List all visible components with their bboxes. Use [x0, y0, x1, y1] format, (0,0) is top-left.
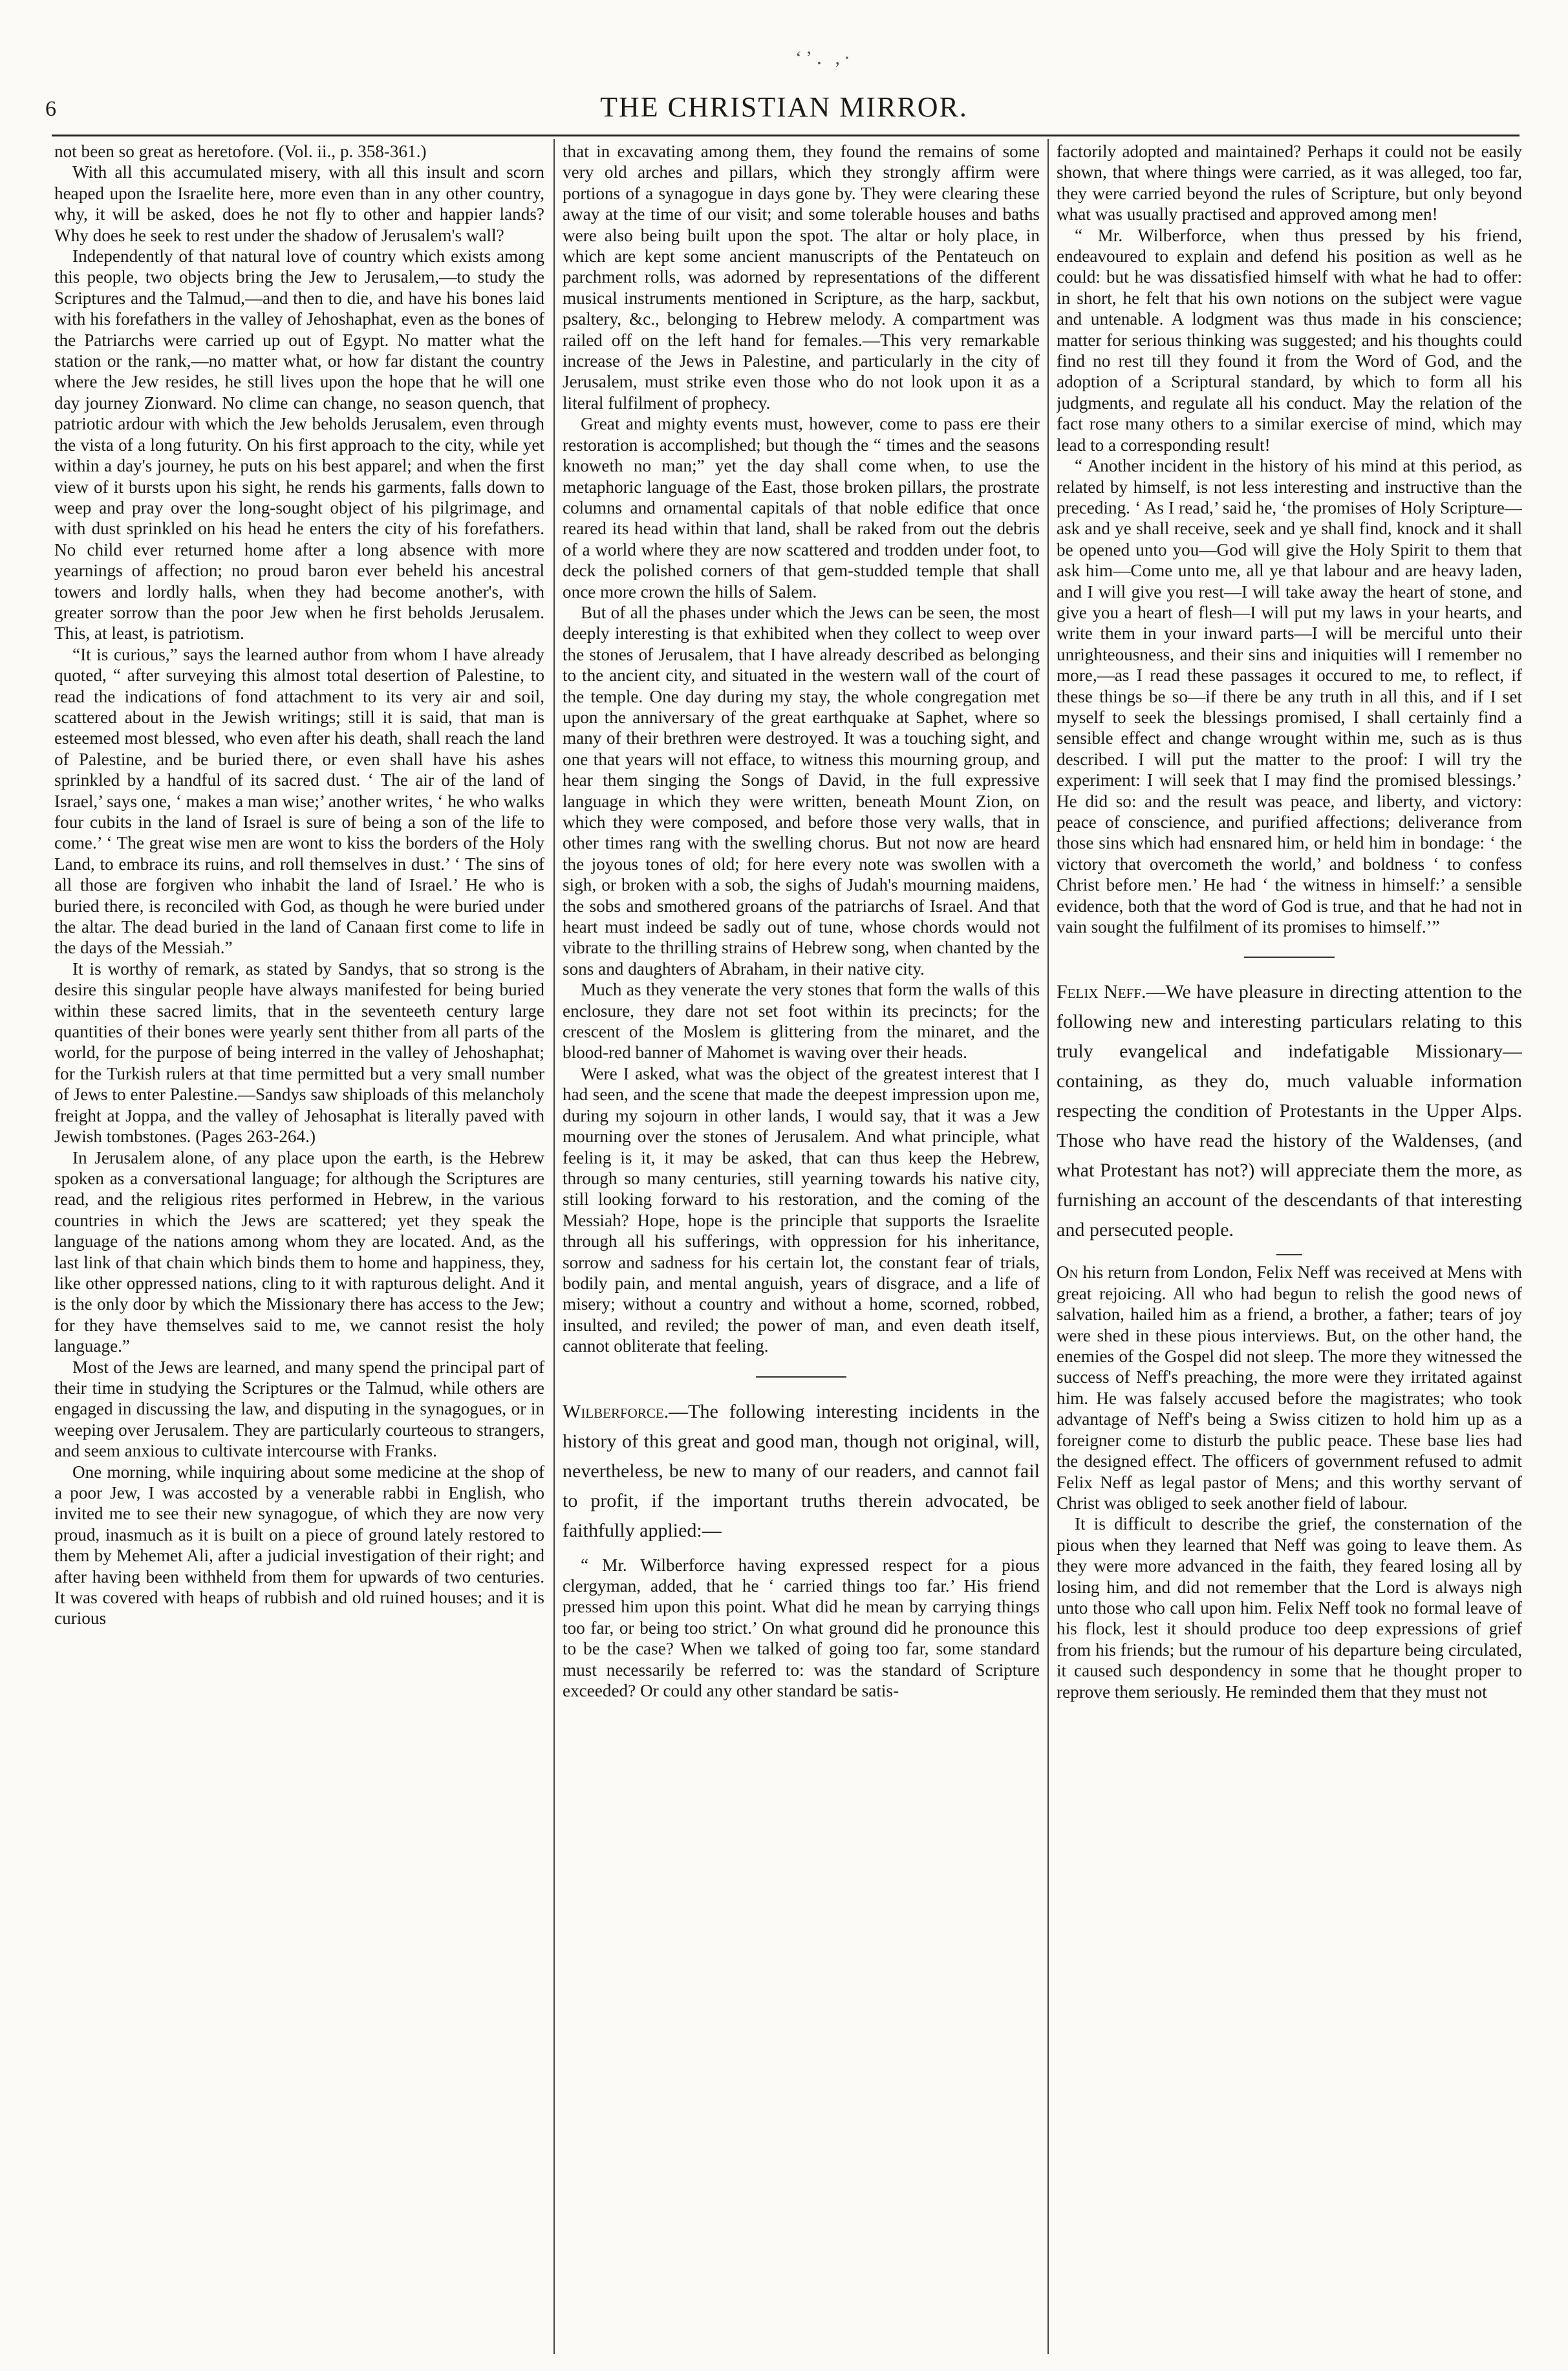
wilberforce-intro-text: —The following interesting incidents in the history of this great and good man, though not original, will, nevertheless, be new to many of our readers, and cannot fail to profit, if the important truths therein advocated, be faithfully applied:—	[563, 1400, 1040, 1541]
paragraph: “ Mr. Wilberforce having expressed respect for a pious clergyman, added, that he ‘ carried things too far.’ His friend pressed him upon this point. What did he mean by carrying things too far, or being too strict.’ On what ground did he pronounce this to be the case? When we talked of going too far, some standard must necessarily be referred to: was the standard of Scripture exceeded? Or could any other standard be satis-	[563, 1555, 1040, 1700]
paragraph: Most of the Jews are learned, and many spend the principal part of their time in studying the Scriptures or the Talmud, while others are engaged in discussing the law, and disputing in the synagogues, or in weeping over Jerusalem. They are particularly courteous to strangers, and seem anxious to cultivate intercourse with Franks.	[54, 1357, 544, 1461]
paragraph: But of all the phases under which the Jews can be seen, the most deeply interesting is that exhibited when they collect to weep over the stones of Jerusalem, that I have already described as belonging to the ancient city, and situated in the western wall of the court of the temple. One day during my stay, the whole congregation met upon the anniversary of the great earthquake at Saphet, where so many of their brethren were destroyed. It was a touching sight, and one that years will not efface, to witness this mourning group, and hear them singing the Songs of David, in the full expressive language in which they were written, beneath Mount Zion, on which they were composed, and before those very walls, that in other times rang with the swelling chorus. But not now are heard the joyous tones of old; for here every note was swollen with a sigh, or broken with a sob, the sighs of Judah's mourning maidens, the sobs and smothered groans of the patriarchs of Israel. And that heart must indeed be sadly out of tune, whose chords would not vibrate to the thrilling strains of Hebrew song, when chanted by the sons and daughters of Abraham, in their native city.	[563, 602, 1040, 979]
paragraph: One morning, while inquiring about some medicine at the shop of a poor Jew, I was accosted by a venerable rabbi in English, who invited me to see their new synagogue, of which they are now very proud, inasmuch as it is built on a piece of ground lately restored to them by Mehemet Ali, after a judicial investigation of their right; and after having been withheld from them for upwards of two centuries. It was covered with heaps of rubbish and old ruined houses; and it is curious	[54, 1462, 544, 1629]
masthead-rule	[52, 135, 1520, 136]
paragraph	[1057, 1262, 1522, 1513]
paragraph: not been so great as heretofore. (Vol. ii., p. 358-361.)	[54, 142, 427, 161]
section-separator	[1244, 957, 1335, 958]
paragraph: Much as they venerate the very stones that form the walls of this enclosure, they dare not set foot within its precincts; for the crescent of the Moslem is glittering from the minaret, and the blood-red banner of Mahomet is waving over their heads.	[563, 980, 1040, 1063]
wilberforce-intro	[563, 1397, 1040, 1546]
neff-intro-text: —We have pleasure in directing attention to the following new and interesting particulars relating to this truly evangelical and indefatigable Missionary—containing, as they do, much valuable information respecting the condition of Protestants in the Upper Alps. Those who have read the history of the Waldenses, (and what Protestant has not?) will appreciate them the more, as furnishing an account of the descendants of that interesting and persecuted people.	[1057, 981, 1522, 1241]
masthead-title: THE CHRISTIAN MIRROR.	[600, 91, 968, 123]
column-divider-2	[1047, 139, 1049, 2354]
library-mark: ‘’․ ,·	[795, 47, 854, 69]
paragraph: Were I asked, what was the object of the greatest interest that I had seen, and the scene that made the deepest impression upon me, during my sojourn in other lands, I would say, that it was a Jew mourning over the stones of Jerusalem. And what principle, what feeling is it, it may be asked, that can thus keep the Hebrew, through so many centuries, still yearning towards his native city, still looking forward to his restoration, and the coming of the Messiah? Hope, hope is the principle that supports the Israelite through all his sufferings, with oppression for his inheritance, sorrow and sadness for his certain lot, the constant fear of trials, bodily pain, and mental anguish, years of disgrace, and a life of misery; without a country and without a home, scorned, robbed, insulted, and reviled; the power of man, and even death itself, cannot obliterate that feeling.	[563, 1063, 1040, 1356]
paragraph: With all this accumulated misery, with all this insult and scorn heaped upon the Israelite here, more even than in any other country, why, it will be asked, does he not fly to other and happier lands? Why does he seek to rest under the shadow of Jerusalem's wall?	[54, 162, 544, 245]
neff-heading: Felix Neff.	[1057, 981, 1146, 1003]
paragraph: Independently of that natural love of country which exists among this people, two objects bring the Jew to Jerusalem,—to study the Scriptures and the Talmud,—and then to die, and have his bones laid with his forefathers in the valley of Jehoshaphat, even as the bones of the Patriarchs were carried up out of Egypt. No matter what the station or the rank,—no matter what, or how far distant the country where the Jew resides, he still lives upon the hope that he will one day journey Zionward. No clime can change, no season quench, that patriotic ardour with which the Jew beholds Jerusalem, even through the vista of a long futurity. On his first approach to the city, while yet within a day's journey, he puts on his best apparel; and when the first view of it bursts upon his sight, he rends his garments, falls down to weep and pray over the long-sought object of his pilgrimage, and with dust sprinkled on his head he enters the city of his forefathers. No child ever returned home after a long absence with more yearnings of affection; no proud baron ever beheld his ancestral towers and lordly halls, when they had become another's, with greater sorrow than the poor Jew when he first beholds Jerusalem. This, at least, is patriotism.	[54, 246, 544, 644]
paragraph: In Jerusalem alone, of any place upon the earth, is the Hebrew spoken as a conversational language; for although the Scriptures are read, and the religious rites performed in Hebrew, in the various countries in which the Jews are scattered; yet they speak the language of the nations among whom they are located. And, as the last link of that chain which binds them to home and happiness, they, like other oppressed nations, cling to it with rapturous delight. And it is the only door by which the Missionary there has access to the Jew; for they have themselves said to me, we cannot resist the holy language.”	[54, 1147, 544, 1356]
paragraph: “ Mr. Wilberforce, when thus pressed by his friend, endeavoured to explain and defend his position as well as he could: but he was dissatisfied himself with what he had to offer: in short, he felt that his own notions on the subject were vague and untenable. A lodgment was thus made in his conscience; matter for serious thinking was suggested; and his thoughts could find no rest till they found it from the Word of God, and the adoption of a Scriptural standard, by which to form all his judgments, and regulate all his conduct. May the relation of the fact rose many others to a similar exercise of mind, which may lead to a corresponding result!	[1057, 225, 1522, 455]
column-2	[563, 141, 1040, 2353]
paragraph: “ Another incident in the history of his mind at this period, as related by himself, is not less interesting and instructive than the preceding. ‘ As I read,’ said he, ‘the promises of Holy Scripture—ask and ye shall receive, seek and ye shall find, knock and it shall be opened unto you—God will give the Holy Spirit to them that ask him—Come unto me, all ye that labour and are heavy laden, and I will give you rest—I will take away the heart of stone, and give you a heart of flesh—I will put my laws in your hearts, and write them in your inward parts—I will be merciful unto their unrighteousness, and their sins and iniquities will I remember no more,—as I read these passages it occured to me, to reflect, if these things be so—if there be any truth in all this, and if I set myself to seek the blessings promised, I shall certainly find a sensible effect and change wrought within me, such as is thus described. I will put the matter to the proof: I will try the experiment: I will seek that I may find the promised blessings.’ He did so: and the result was peace, and liberty, and victory: peace of conscience, and purified affections; deliverance from those sins which had ensnared him, or held him in bondage: ‘ the victory that overcometh the world,’ and boldness ‘ to confess Christ before men.’ He had ‘ the witness in himself:’ a sensible evidence, both that the word of God is true, and that he had not in vain sought the fulfilment of its promises to himself.’”	[1057, 456, 1522, 937]
paragraph: “It is curious,” says the learned author from whom I have already quoted, “ after surveying this almost total desertion of Palestine, to read the indications of fond attachment to its very air and soil, scattered about in the Jewish writings; still it is said, that man is esteemed most blessed, who even after his death, shall reach the land of Palestine, and be buried there, or even shall have his ashes sprinkled by a handful of its sacred dust. ‘ The air of the land of Israel,’ says one, ‘ makes a man wise;’ another writes, ‘ he who walks four cubits in the land of Israel is sure of being a son of the life to come.’ ‘ The great wise men are wont to kiss the borders of the Holy Land, to embrace its ruins, and roll themselves in dust.’ ‘ The sins of all those are forgiven who inhabit the land of Israel.’ He who is buried there, is reconciled with God, as though he were buried under the altar. The dead buried in the land of Canaan first come to life in the days of the Messiah.”	[54, 644, 544, 958]
paragraph: Great and mighty events must, however, come to pass ere their restoration is accomplished; but though the “ times and the seasons knoweth no man;” yet the day shall come when, to use the metaphoric language of the East, those broken pillars, the prostrate columns and ornamental capitals of that noble edifice that once reared its head within that land, shall be raked from out the debris of a world where they are now scattered and trodden under foot, to deck the polished corners of that gem-studded temple that shall once more crown the hills of Salem.	[563, 414, 1040, 601]
column-1	[54, 141, 544, 2353]
column-3	[1057, 141, 1522, 2353]
wilberforce-heading: Wilberforce.	[563, 1400, 669, 1422]
section-separator	[756, 1376, 846, 1378]
column-divider-1	[553, 139, 555, 2354]
neff-lead-word: On	[1057, 1262, 1079, 1283]
paragraph: It is difficult to describe the grief, the consternation of the pious when they learned that Neff was going to leave them. As they were more advanced in the faith, they feared losing all by losing him, and did not remember that the Lord is always nigh unto those who call upon him. Felix Neff took no formal leave of his flock, lest it should produce too deep expressions of grief from his friends; but the rumour of his departure being circulated, it caused such despondency in some that he thought proper to reprove them seriously. He reminded them that they must not	[1057, 1514, 1522, 1702]
page-number: 6	[45, 97, 56, 121]
section-separator-short	[1276, 1254, 1302, 1255]
paragraph: It is worthy of remark, as stated by Sandys, that so strong is the desire this singular people have always manifested for being buried within these sacred limits, that in the seventeeth century large quantities of their bones were yearly sent thither from all parts of the world, for the purpose of being interred in the valley of Jehoshaphat; for the Turkish rulers at that time permitted but a very small number of Jews to enter Palestine.—Sandys saw shiploads of this melancholy freight at Joppa, and the valley of Jehosaphat is literally paved with Jewish tombstones. (Pages 263-264.)	[54, 958, 544, 1147]
neff-intro	[1057, 977, 1522, 1245]
paragraph: factorily adopted and maintained? Perhaps it could not be easily shown, that where things were carried, as it was alleged, too far, they were carried beyond the rules of Scripture, but only beyond what was usually practised and approved among men!	[1057, 142, 1522, 224]
neff-text: his return from London, Felix Neff was received at Mens with great rejoicing. All who had begun to relish the good news of salvation, hailed him as a friend, a brother, a father; tears of joy were shed in these pious interviews. But, on the other hand, the enemies of the Gospel did not sleep. The more they witnessed the success of Neff's preaching, the more were they irritated against him. He was falsely accused before the magistrates; who took advantage of Neff's being a Swiss citizen to hold him up as a foreigner come to disturb the public peace. These base lies had the designed effect. The officers of government refused to admit Felix Neff as legal pastor of Mens; and this worthy servant of Christ was obliged to seek another field of labour.	[1057, 1262, 1522, 1513]
paragraph: that in excavating among them, they found the remains of some very old arches and pillars, which they strongly affirm were portions of a synagogue in days gone by. They were clearing these away at the time of our visit; and some tolerable houses and baths were also being built upon the spot. The altar or holy place, in which are kept some ancient manuscripts of the Pentateuch on parchment rolls, was adorned by representations of the different musical instruments mentioned in Scripture, as the harp, sackbut, psaltery, &c., belonging to Hebrew melody. A compartment was railed off on the left hand for females.—This very remarkable increase of the Jews in Palestine, and particularly in the city of Jerusalem, must strike even those who do not look upon it as a literal fulfilment of prophecy.	[563, 142, 1040, 413]
